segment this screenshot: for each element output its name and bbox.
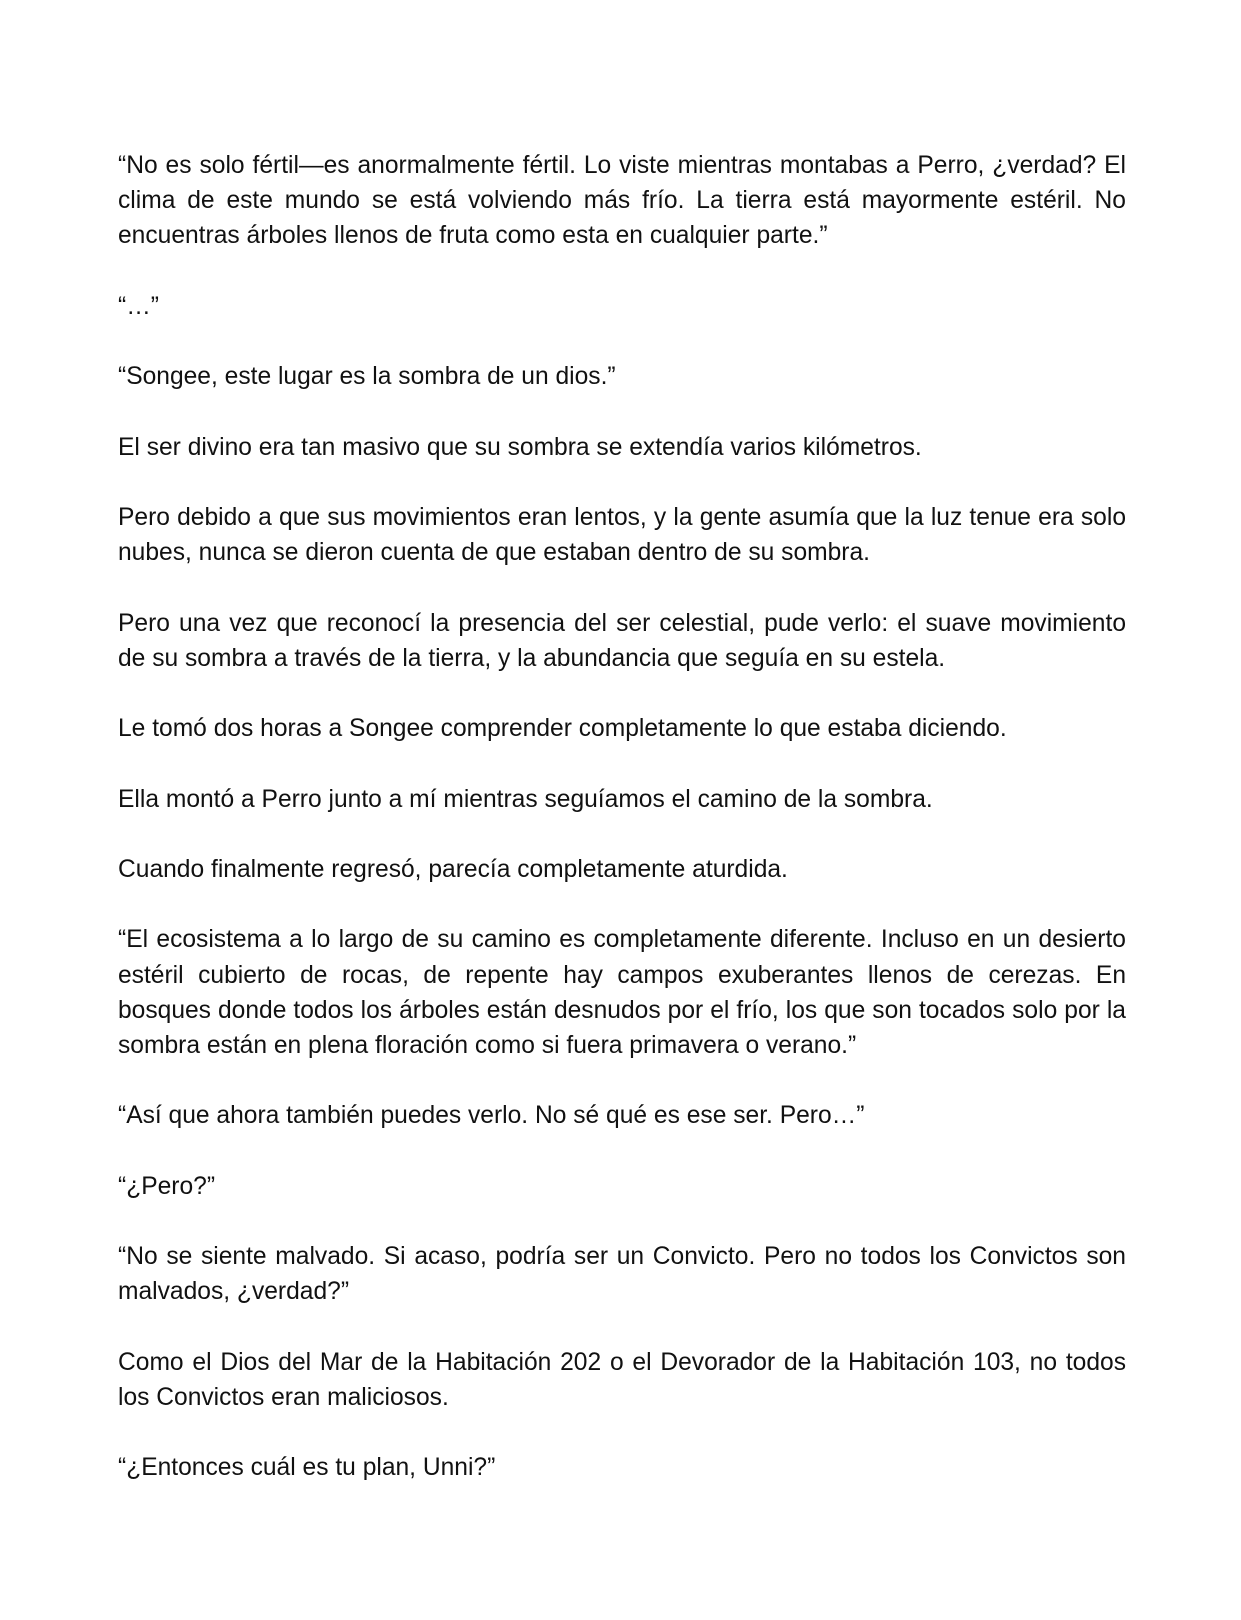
- paragraph-10: “El ecosistema a lo largo de su camino es completamente diferente. Incluso en un desierto estéril cubierto de rocas, de repente hay campos exuberantes llenos de cerezas. En bosques donde todos los árboles están desnudos por el frío, los que son tocados solo por la sombra están en plena floración como si fuera primavera o verano.”: [118, 926, 1126, 1059]
- paragraph-11: “Así que ahora también puedes verlo. No sé qué es ese ser. Pero…”: [118, 1102, 865, 1130]
- paragraph-2: “…”: [118, 292, 159, 320]
- paragraph-5: Pero debido a que sus movimientos eran lentos, y la gente asumía que la luz tenue era solo nubes, nunca se dieron cuenta de que estaban dentro de su sombra.: [118, 503, 1126, 567]
- paragraph-4: El ser divino era tan masivo que su sombra se extendía varios kilómetros.: [118, 433, 922, 461]
- document-page: [118, 148, 1126, 1521]
- paragraph-3: “Songee, este lugar es la sombra de un dios.”: [118, 363, 616, 391]
- paragraph-1: “No es solo fértil—es anormalmente fértil. Lo viste mientras montabas a Perro, ¿verdad? El clima de este mundo se está volviendo más frío. La tierra está mayormente estéril. No encuentras árboles llenos de fruta como esta en cualquier parte.”: [118, 152, 1126, 250]
- paragraph-8: Ella montó a Perro junto a mí mientras seguíamos el camino de la sombra.: [118, 785, 933, 813]
- paragraph-6: Pero una vez que reconocí la presencia del ser celestial, pude verlo: el suave movimiento de su sombra a través de la tierra, y la abundancia que seguía en su estela.: [118, 609, 1126, 672]
- paragraph-12: “¿Pero?”: [118, 1172, 216, 1200]
- paragraph-7: Le tomó dos horas a Songee comprender completamente lo que estaba diciendo.: [118, 715, 1007, 743]
- paragraph-15: “¿Entonces cuál es tu plan, Unni?”: [118, 1454, 496, 1482]
- paragraph-13: “No se siente malvado. Si acaso, podría ser un Convicto. Pero no todos los Convictos son malvados, ¿verdad?”: [118, 1243, 1126, 1306]
- paragraph-14: Como el Dios del Mar de la Habitación 202 o el Devorador de la Habitación 103, no todos los Convictos eran maliciosos.: [118, 1348, 1126, 1411]
- paragraph-9: Cuando finalmente regresó, parecía completamente aturdida.: [118, 855, 788, 883]
